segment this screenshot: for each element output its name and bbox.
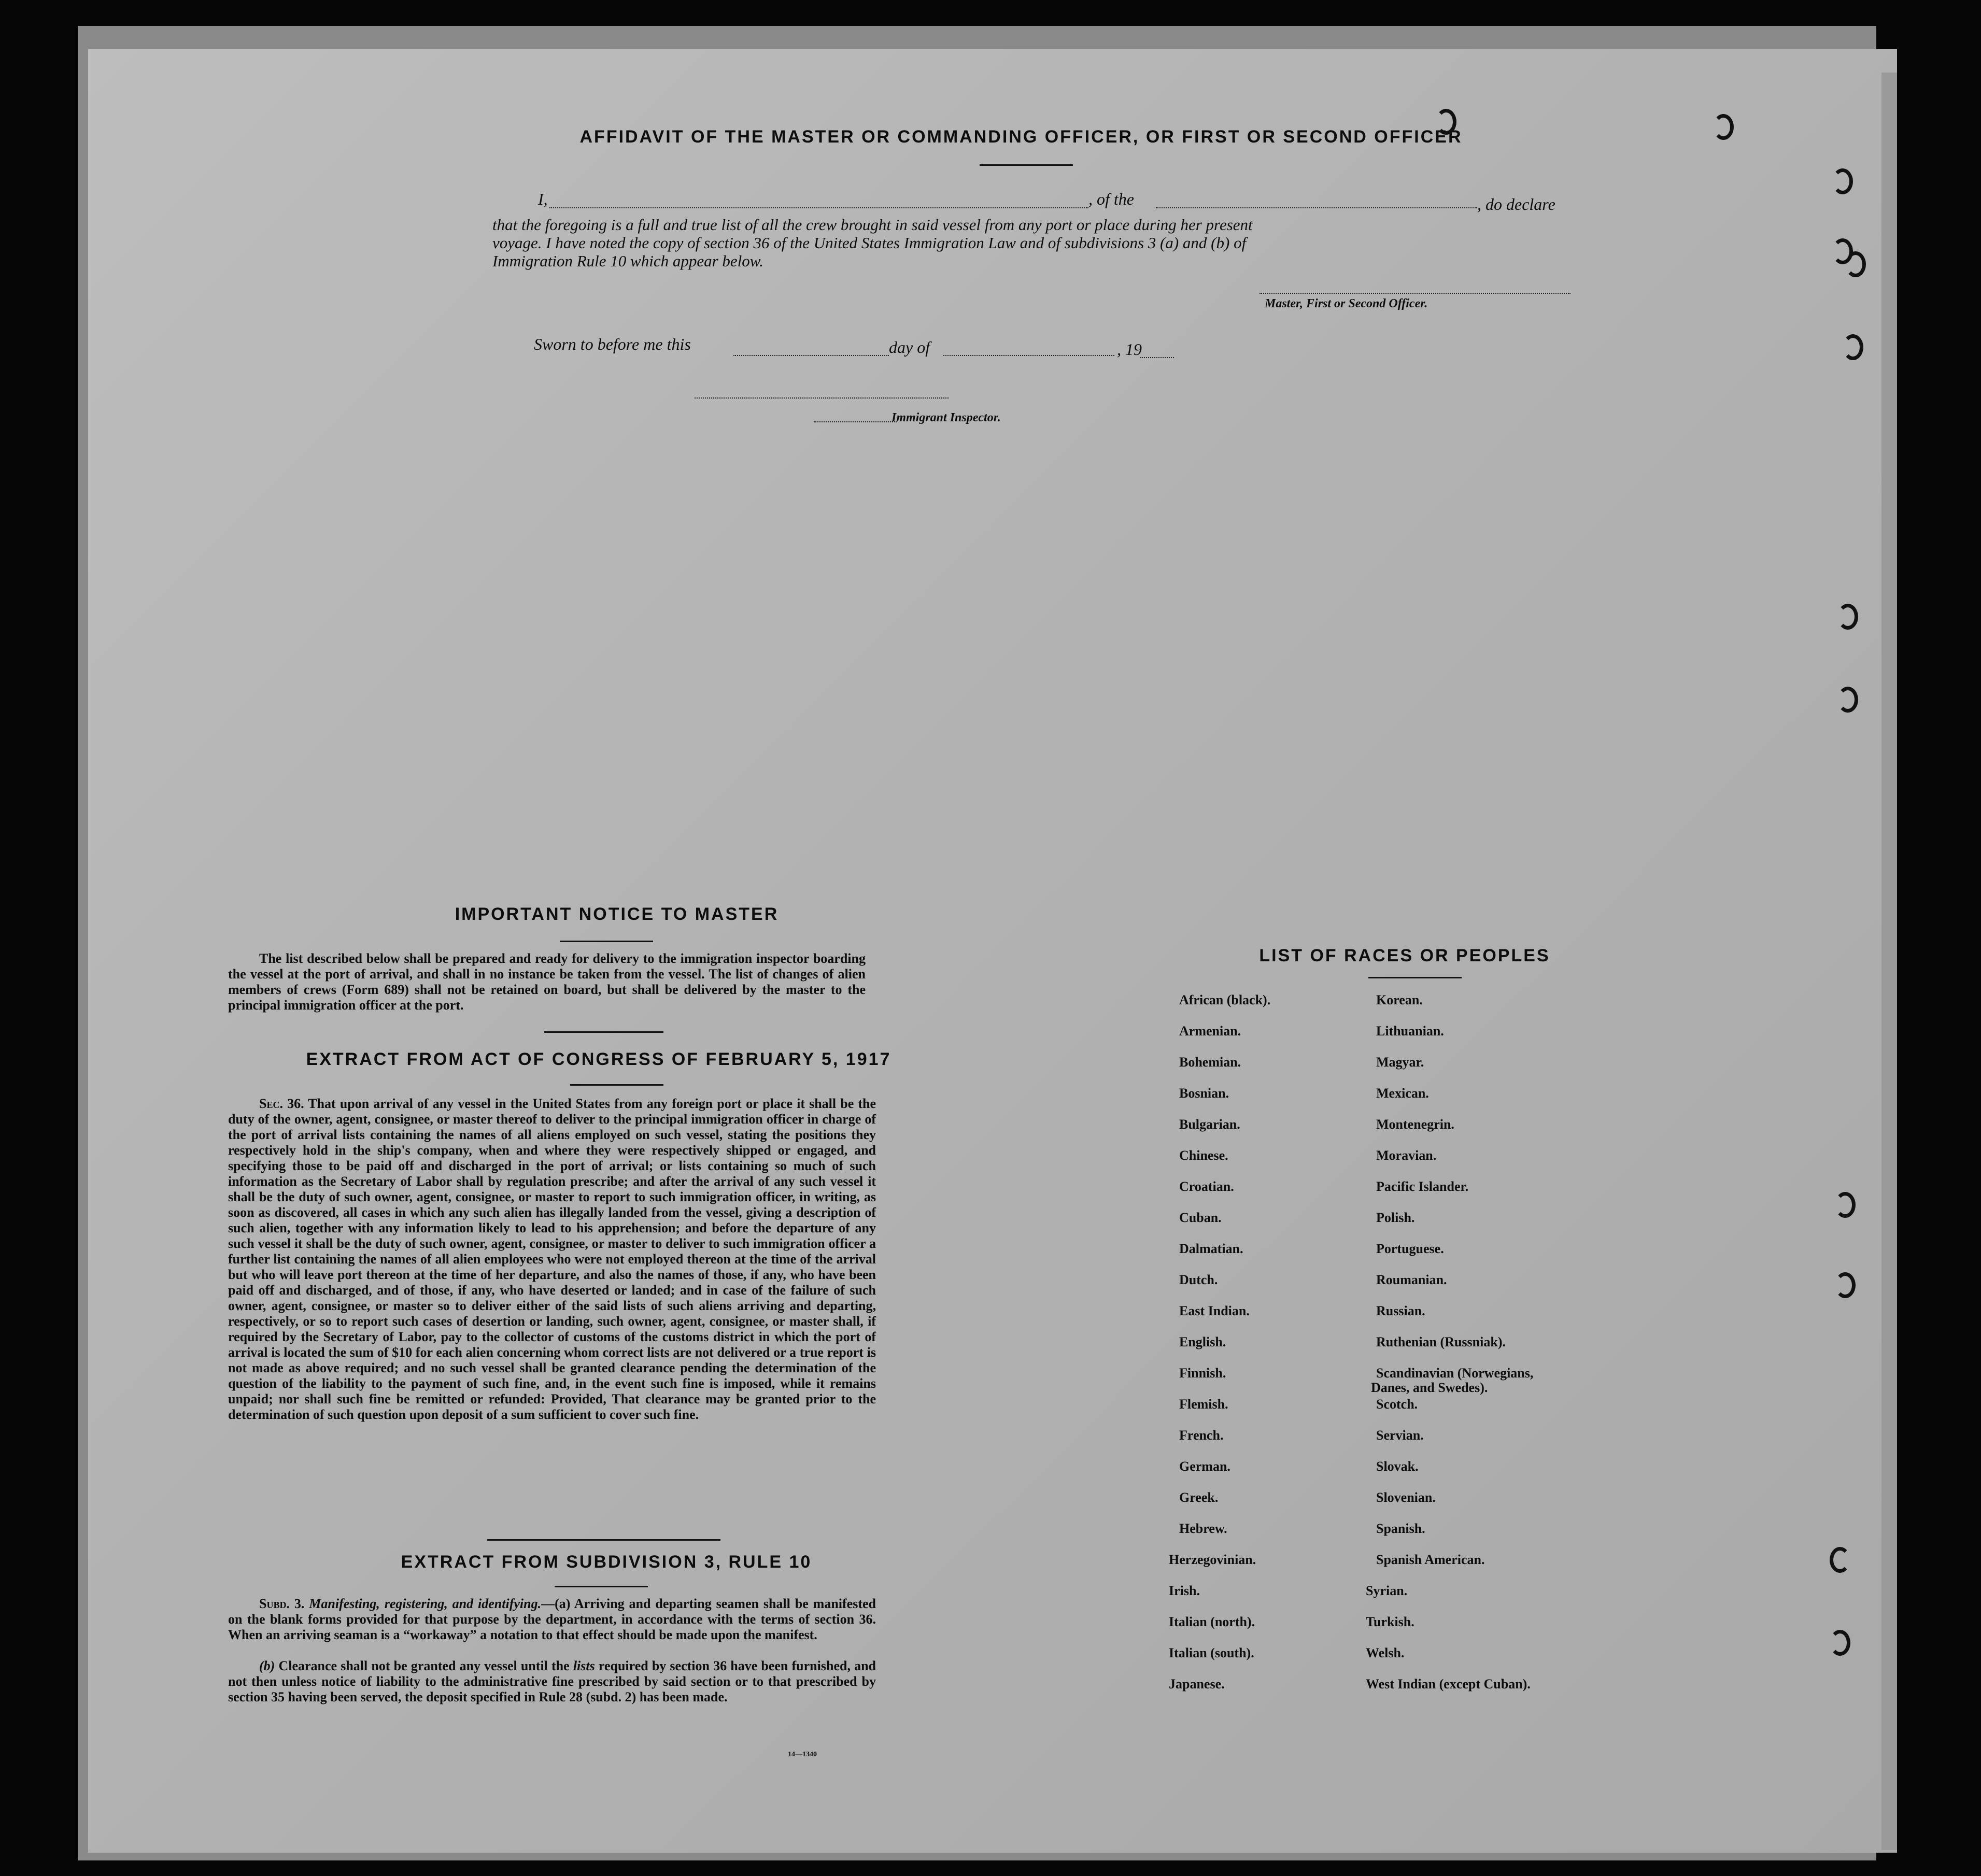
race-item: Moravian.: [1376, 1148, 1437, 1163]
race-item: Dalmatian.: [1179, 1241, 1243, 1256]
race-item: Flemish.: [1179, 1397, 1228, 1412]
race-item: Turkish.: [1366, 1614, 1414, 1629]
race-item: Slovak.: [1376, 1459, 1419, 1474]
act-title: EXTRACT FROM ACT OF CONGRESS OF FEBRUARY 5, 1917: [306, 1049, 892, 1069]
act-text: That upon arrival of any vessel in the United States from any foreign port or place it shall be the duty of the owner, agent, consignee, or master thereof to deliver to the principal immigration officer in charge of the port of arrival lists containing the names of all aliens employed on such vessel, stating the positions they respectively hold in the ship's company, when and where they were respectively shipped or engaged, and specifying those to be paid off and discharged in the port of arrival; or lists containing so much of such information as the Secretary of Labor shall by regulation prescribe; and after the arrival of any such vessel it shall be the duty of such owner, agent, consignee, or master to report to such immigration officer, in writing, as soon as discovered, all cases in which any such alien has illegally landed from the vessel, giving a description of such alien, together with any information likely to lead to his apprehension; and before the departure of any such vessel it shall be the duty of such owner, agent, consignee, or master to deliver to such immigration officer a further list containing the names of all alien employees who were not employed thereon at the time of the arrival but who will leave port thereon at the time of her departure, and also the names of those, if any, who have been paid off and discharged, and of those, if any, who have deserted or landed; and in case of the failure of such owner, agent, consignee, or master so to deliver either of the said lists of such aliens arriving and departing, respectively, or so to report such cases of desertion or landing, such owner, agent, consignee, or master shall, if required by the Secretary of Labor, pay to the collector of customs of the customs district in which the port of arrival is located the sum of $10 for each alien concerning whom correct lists are not delivered or a true report is not made as above required; and no such vessel shall be granted clearance pending the determination of the question of the liability to the payment of such fine, and, in the event such fine is imposed, while it remains unpaid; nor shall such fine be remitted or refunded: Provided, That clearance may be granted prior to the determination of such question upon deposit of a sum sufficient to cover such fine.: [228, 1096, 876, 1422]
binder-hole-icon: [1436, 109, 1456, 135]
affidavit-title: AFFIDAVIT OF THE MASTER OR COMMANDING OFFICER, OR FIRST OR SECOND OFFICER: [579, 127, 1463, 147]
race-item: Croatian.: [1179, 1179, 1234, 1194]
rule-title-rule: [555, 1586, 648, 1587]
race-item: Greek.: [1179, 1490, 1219, 1505]
page-edge: [1881, 73, 1897, 1850]
race-item: Portuguese.: [1376, 1241, 1444, 1256]
affidavit-line4: Immigration Rule 10 which appear below.: [492, 252, 763, 270]
sworn-month-field[interactable]: [943, 355, 1114, 356]
form-number: 14—1340: [788, 1751, 817, 1758]
inspector-signature-field[interactable]: [814, 421, 897, 422]
affidavit-name-field[interactable]: [549, 207, 1088, 208]
race-item: Italian (north).: [1169, 1614, 1255, 1629]
binder-hole-icon: [1832, 168, 1853, 194]
race-item: Spanish.: [1376, 1521, 1425, 1536]
affidavit-title-rule: [980, 164, 1073, 166]
race-item: Korean.: [1376, 992, 1423, 1007]
inspector-signature-line[interactable]: [695, 397, 949, 399]
binder-hole-icon: [1830, 1630, 1850, 1656]
sworn-year-field[interactable]: [1140, 357, 1174, 358]
notice-title: IMPORTANT NOTICE TO MASTER: [455, 904, 779, 924]
rule-part-b-post: required by section 36 have been furnished, and not then unless notice of liability to the administrative fine prescribed by said section or to that prescribed by section 35 having been served, the deposit specified in Rule 28 (subd. 2) has been made.: [228, 1658, 876, 1704]
affidavit-line2: that the foregoing is a full and true list of all the crew brought in said vessel from any port or place during her present: [492, 216, 1253, 234]
race-item: Hebrew.: [1179, 1521, 1227, 1536]
race-item: English.: [1179, 1334, 1226, 1349]
race-item: Italian (south).: [1169, 1645, 1254, 1660]
race-item: Bulgarian.: [1179, 1117, 1240, 1132]
act-top-rule: [544, 1031, 663, 1033]
race-item: Syrian.: [1366, 1583, 1408, 1598]
race-item: Roumanian.: [1376, 1272, 1447, 1287]
sworn-year: , 19: [1117, 340, 1142, 359]
sworn-prefix: Sworn to before me this: [534, 335, 691, 353]
race-item: Scotch.: [1376, 1397, 1418, 1412]
race-item: Russian.: [1376, 1303, 1425, 1318]
race-item: Dutch.: [1179, 1272, 1218, 1287]
affidavit-declare: , do declare: [1477, 195, 1555, 214]
rule-title: EXTRACT FROM SUBDIVISION 3, RULE 10: [401, 1552, 812, 1572]
rule-subd-heading: Manifesting, registering, and identifying.: [309, 1596, 542, 1611]
rule-part-a: [228, 1596, 876, 1643]
binder-hole-icon: [1835, 1192, 1856, 1218]
affidavit-of-the: , of the: [1088, 190, 1134, 208]
race-item: Finnish.: [1179, 1366, 1226, 1381]
binder-hole-icon: [1843, 334, 1863, 360]
race-item: Scandinavian (Norwegians,: [1376, 1366, 1534, 1381]
rule-part-b-pre: Clearance shall not be granted any vessel until the: [278, 1658, 570, 1673]
race-item: Servian.: [1376, 1428, 1424, 1443]
race-item: Japanese.: [1169, 1676, 1225, 1692]
binder-hole-icon: [1830, 1547, 1850, 1573]
sworn-day-of: day of: [889, 338, 930, 357]
notice-body: The list described below shall be prepared and ready for delivery to the immigration inspector boarding the vessel at the port of arrival, and shall in no instance be taken from the vessel. The list of changes of alien members of crews (Form 689) shall not be retained on board, but shall be delivered by the master to the principal immigration officer at the port.: [228, 951, 866, 1013]
binder-hole-icon: [1837, 604, 1858, 630]
rule-part-b: [228, 1658, 876, 1705]
race-item: Bosnian.: [1179, 1086, 1229, 1101]
affidavit-vessel-field[interactable]: [1156, 207, 1477, 208]
act-sec-label: Sec. 36.: [259, 1096, 304, 1111]
race-item: French.: [1179, 1428, 1224, 1443]
rule-part-a-text: —(a) Arriving and departing seamen shall be manifested on the blank forms provided for that purpose by the department, in accordance with the terms of section 36. When an arriving seaman is a “workaway” a notation to that effect should be made upon the manifest.: [228, 1596, 876, 1642]
binder-hole-icon: [1713, 114, 1734, 140]
master-signature-field[interactable]: [1260, 293, 1570, 294]
race-item: Cuban.: [1179, 1210, 1222, 1225]
act-body: [228, 1096, 876, 1423]
race-item: Armenian.: [1179, 1024, 1241, 1039]
race-item: East Indian.: [1179, 1303, 1250, 1318]
document-page: [88, 49, 1897, 1853]
race-item: Chinese.: [1179, 1148, 1228, 1163]
rule-part-b-lists: lists: [573, 1658, 595, 1673]
sworn-day-field[interactable]: [733, 355, 889, 356]
race-item: West Indian (except Cuban).: [1366, 1676, 1531, 1692]
race-item: Irish.: [1169, 1583, 1200, 1598]
race-item: Mexican.: [1376, 1086, 1429, 1101]
race-item: African (black).: [1179, 992, 1271, 1007]
rule-subd-label: Subd. 3.: [259, 1596, 305, 1611]
inspector-label: Immigrant Inspector.: [892, 411, 1001, 424]
binder-hole-icon: [1837, 687, 1858, 713]
binder-hole-icon: [1835, 1272, 1856, 1298]
race-item: Danes, and Swedes).: [1371, 1380, 1488, 1395]
affidavit-i: I,: [538, 190, 548, 208]
races-title: LIST OF RACES OR PEOPLES: [1259, 946, 1550, 965]
race-item: Ruthenian (Russniak).: [1376, 1334, 1506, 1349]
race-item: Montenegrin.: [1376, 1117, 1454, 1132]
races-title-rule: [1368, 977, 1462, 978]
race-item: Spanish American.: [1376, 1552, 1485, 1567]
race-item: Magyar.: [1376, 1055, 1424, 1070]
race-item: Welsh.: [1366, 1645, 1405, 1660]
master-signature-label: Master, First or Second Officer.: [1265, 297, 1428, 310]
notice-title-rule: [560, 941, 653, 942]
race-item: Herzegovinian.: [1169, 1552, 1256, 1567]
rule-top-rule: [487, 1539, 720, 1541]
binder-hole-icon: [1845, 251, 1866, 277]
race-item: Bohemian.: [1179, 1055, 1241, 1070]
race-item: Lithuanian.: [1376, 1024, 1444, 1039]
affidavit-line3: voyage. I have noted the copy of section 36 of the United States Immigration Law and of subdivisions 3 (a) and (b) of: [492, 234, 1247, 252]
act-title-rule: [570, 1084, 663, 1086]
race-item: Pacific Islander.: [1376, 1179, 1469, 1194]
rule-part-b-label: (b): [259, 1658, 275, 1673]
race-item: Polish.: [1376, 1210, 1415, 1225]
race-item: Slovenian.: [1376, 1490, 1436, 1505]
race-item: German.: [1179, 1459, 1230, 1474]
